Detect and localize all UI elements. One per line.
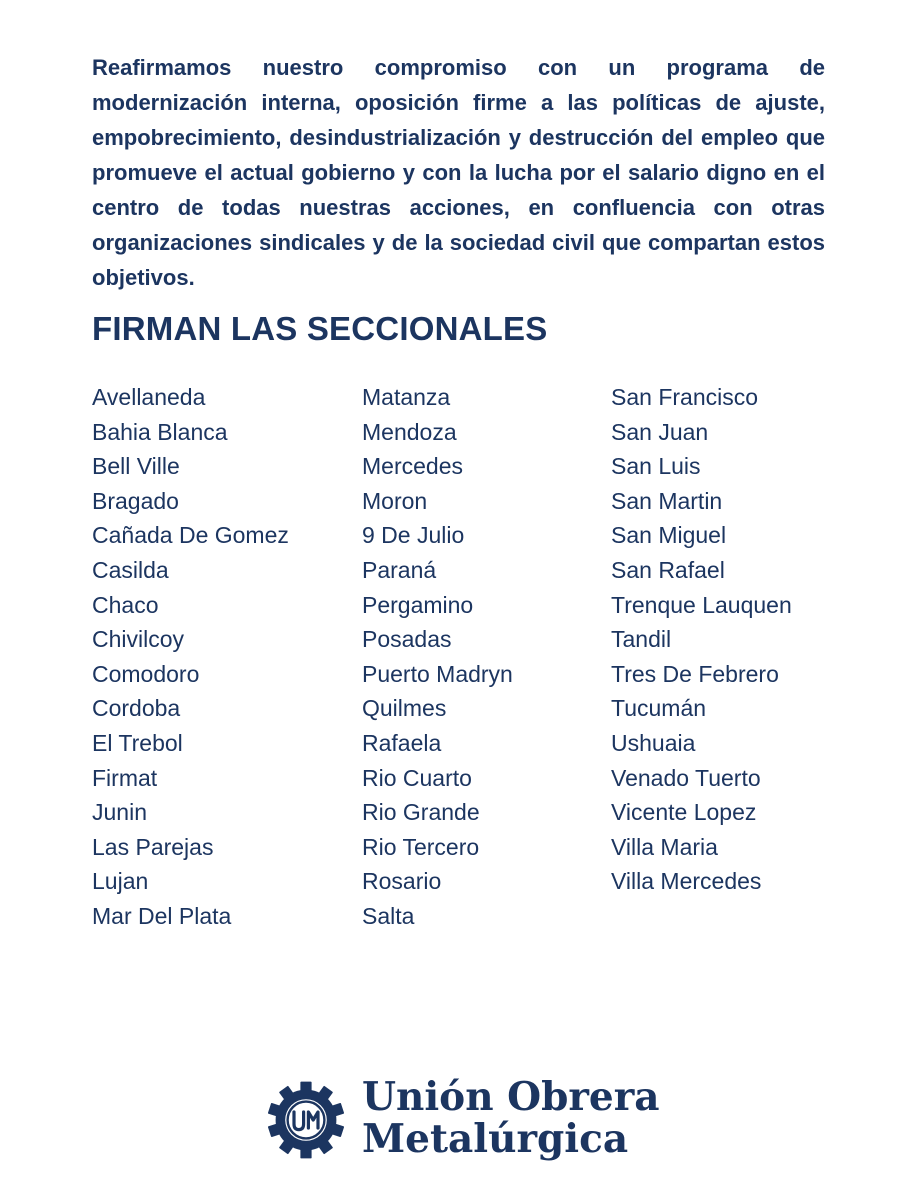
seccional-item: Pergamino [362,591,474,618]
seccional-item: Cañada De Gomez [92,522,289,549]
seccional-item: Cordoba [92,695,181,722]
seccional-item: Trenque Lauquen [611,591,792,618]
seccional-item: El Trebol [92,729,183,756]
seccional-item: San Francisco [611,384,759,410]
seccional-item: Villa Maria [611,833,718,860]
seccional-item: Rio Cuarto [362,764,472,791]
seccional-item: San Rafael [611,556,725,583]
seccional-item: Firmat [92,764,158,791]
seccional-item: Comodoro [92,660,200,687]
uom-logo [266,1076,666,1166]
seccional-item: Ushuaia [611,729,696,756]
seccional-item: Tres De Febrero [611,660,779,687]
seccional-item: Puerto Madryn [362,660,513,687]
brand-line-2: Metalúrgica [362,1116,629,1162]
seccional-item: Tucumán [611,695,707,722]
seccional-item: Villa Mercedes [611,868,762,895]
seccional-item: Avellaneda [92,384,206,410]
seccional-item: Salta [362,902,415,929]
seccional-item: San Miguel [611,522,727,549]
gear-icon [266,1080,346,1160]
seccional-item: Mar Del Plata [92,902,232,929]
seccional-item: Venado Tuerto [611,764,761,791]
seccional-item: Chaco [92,591,159,618]
intro-paragraph: Reafirmamos nuestro compromiso con un programa de modernización interna, oposición firme a las políticas de ajuste, empobrecimiento, desindustrialización y destrucción del empleo que promueve el actual gobierno y con la lucha por el salario digno en el centro de todas nuestras acciones, en confluencia con otras organizaciones sindicales y de la sociedad civil que compartan estos objetivos. [92,55,825,290]
seccional-item: Mendoza [362,418,457,445]
brand-name [362,1076,660,1160]
seccional-item: San Martin [611,487,723,514]
seccional-item: San Luis [611,453,701,480]
seccional-item: Junin [92,799,147,826]
seccional-item: Mercedes [362,453,463,480]
brand-line-1: Unión Obrera [362,1074,660,1120]
seccional-item: Matanza [362,384,451,410]
seccionales-column-3 [611,380,792,899]
seccional-item: Paraná [362,556,437,583]
seccional-item: Quilmes [362,695,447,722]
seccional-item: San Juan [611,418,709,445]
seccional-item: Posadas [362,626,452,653]
seccional-item: Chivilcoy [92,626,185,653]
seccional-item: Rafaela [362,729,442,756]
seccional-item: Lujan [92,868,149,895]
seccional-item: Moron [362,487,428,514]
seccional-item: Rio Grande [362,799,480,826]
seccional-item: Bragado [92,487,179,514]
seccionales-column-2 [362,380,513,934]
seccionales-column-1 [92,380,289,934]
seccional-item: Casilda [92,556,169,583]
seccional-item: Tandil [611,626,672,653]
seccional-item: Bahia Blanca [92,418,228,445]
seccional-item: Bell Ville [92,453,180,480]
seccional-item: Rio Tercero [362,833,480,860]
seccional-item: Rosario [362,868,442,895]
seccional-item: 9 De Julio [362,522,465,549]
section-title: FIRMAN LAS SECCIONALES [92,310,548,347]
seccional-item: Vicente Lopez [611,799,757,826]
seccional-item: Las Parejas [92,833,214,860]
